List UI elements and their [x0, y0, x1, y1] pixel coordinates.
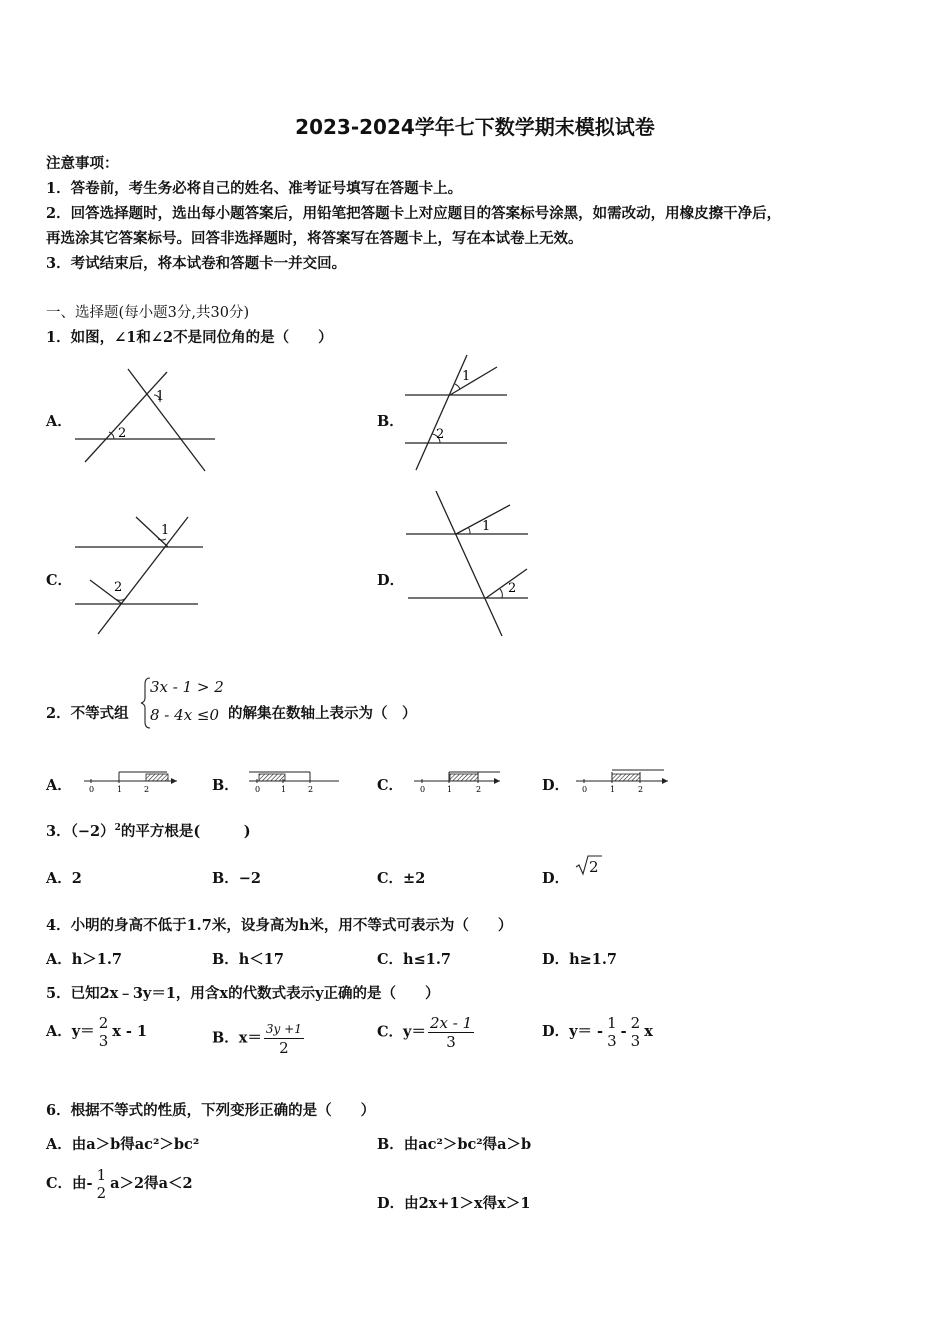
q2-option-c-label: C．	[377, 777, 404, 794]
q4-option-b: B．h＜17	[212, 951, 284, 968]
q3-option-c: C．±2	[377, 870, 426, 887]
svg-text:1: 1	[447, 785, 453, 794]
q6-option-a: A．由a＞b得ac²＞bc²	[46, 1136, 200, 1153]
q1-figure-b	[400, 352, 515, 477]
q1-b-angle1: 1	[462, 369, 471, 384]
q1-option-a-label: A．	[46, 413, 72, 430]
q1-option-d-label: D．	[377, 572, 405, 589]
q4-option-a: A．h＞1.7	[46, 951, 123, 968]
q1-stem: 1．如图，∠1和∠2不是同位角的是（ ）	[46, 329, 333, 346]
q5-option-c: C．y＝ $\frac{2x - 1}{3}$	[377, 1014, 473, 1051]
q5-option-b: B．x＝ $\frac{3y +1}{2}$	[212, 1022, 302, 1057]
q1-option-b-label: B．	[377, 413, 404, 430]
q6-option-d: D．由2x+1＞x得x＞1	[377, 1195, 531, 1212]
q1-b-angle2: 2	[436, 427, 445, 442]
q2-numberline-a	[82, 766, 182, 796]
q1-a-angle2: 2	[118, 426, 127, 441]
q1-option-c-label: C．	[46, 572, 73, 589]
q4-option-c: C．h≤1.7	[377, 951, 451, 968]
svg-text:1: 1	[117, 785, 123, 794]
q3-option-d-label: D．	[542, 870, 570, 887]
q2-numberline-d	[574, 766, 674, 796]
q4-option-d: D．h≥1.7	[542, 951, 617, 968]
q1-a-angle1: 1	[156, 389, 165, 404]
q1-figure-d	[400, 488, 535, 640]
svg-text:2: 2	[476, 785, 482, 794]
q2-inequality-1: 3x - 1 > 2	[150, 678, 224, 696]
section-heading: 一、选择题(每小题3分,共30分)	[46, 305, 250, 321]
q2-option-a-label: A．	[46, 777, 72, 794]
q1-figure-a	[70, 362, 220, 474]
svg-text:0: 0	[582, 785, 588, 794]
q1-d-angle1: 1	[482, 519, 491, 534]
notice-item-1: 1．答卷前，考生务必将自己的姓名、准考证号填写在答题卡上。	[46, 180, 463, 197]
q2-prefix: 2．不等式组	[46, 705, 129, 722]
notice-item-2-cont: 再选涂其它答案标号。回答非选择题时，将答案写在答题卡上，写在本试卷上无效。	[46, 230, 583, 247]
svg-text:0: 0	[89, 785, 95, 794]
page-title: 2023-2024学年七下数学期末模拟试卷	[295, 115, 655, 139]
notice-item-2: 2．回答选择题时，选出每小题答案后，用铅笔把答题卡上对应题目的答案标号涂黑，如需改动，用橡皮擦干净后，	[46, 205, 782, 222]
q2-inequality-2: 8 - 4x ≤0	[150, 706, 220, 724]
q2-suffix: 的解集在数轴上表示为（ ）	[228, 705, 417, 722]
q3-stem: 3．$(-2)^2$的平方根是( )	[46, 823, 251, 840]
svg-text:2: 2	[144, 785, 150, 794]
notice-item-3: 3．考试结束后，将本试卷和答题卡一并交回。	[46, 255, 347, 272]
q3-option-b: B．−2	[212, 870, 261, 887]
svg-text:1: 1	[610, 785, 616, 794]
q5-stem: 5．已知2x﹣3y＝1，用含x的代数式表示y正确的是（ ）	[46, 985, 440, 1002]
q5-option-a: A．y＝ 2 3 x - 1	[46, 1014, 148, 1050]
q6-option-c: C．由- 1 2 a＞2得a＜2	[46, 1166, 193, 1202]
svg-text:0: 0	[255, 785, 261, 794]
q1-c-angle1: 1	[161, 523, 170, 538]
q2-numberline-b	[247, 766, 347, 796]
q3-option-a: A．2	[46, 870, 82, 887]
q2-option-d-label: D．	[542, 777, 570, 794]
q1-c-angle2: 2	[114, 580, 123, 595]
q6-option-b: B．由ac²＞bc²得a＞b	[377, 1136, 532, 1153]
svg-text:2: 2	[638, 785, 644, 794]
q1-figure-c	[70, 512, 210, 640]
svg-text:1: 1	[281, 785, 287, 794]
svg-text:0: 0	[420, 785, 426, 794]
q6-stem: 6．根据不等式的性质，下列变形正确的是（ ）	[46, 1102, 376, 1119]
q5-option-d: D．y＝ - 1 3 - 2 3 x	[542, 1014, 653, 1050]
svg-text:2: 2	[308, 785, 314, 794]
notice-heading: 注意事项：	[46, 155, 119, 172]
q2-numberline-c	[412, 766, 512, 796]
q4-stem: 4．小明的身高不低于1.7米，设身高为h米，用不等式可表示为（ ）	[46, 917, 513, 934]
q1-d-angle2: 2	[508, 581, 517, 596]
q2-option-b-label: B．	[212, 777, 239, 794]
q3-option-d-value: 2	[589, 858, 599, 876]
